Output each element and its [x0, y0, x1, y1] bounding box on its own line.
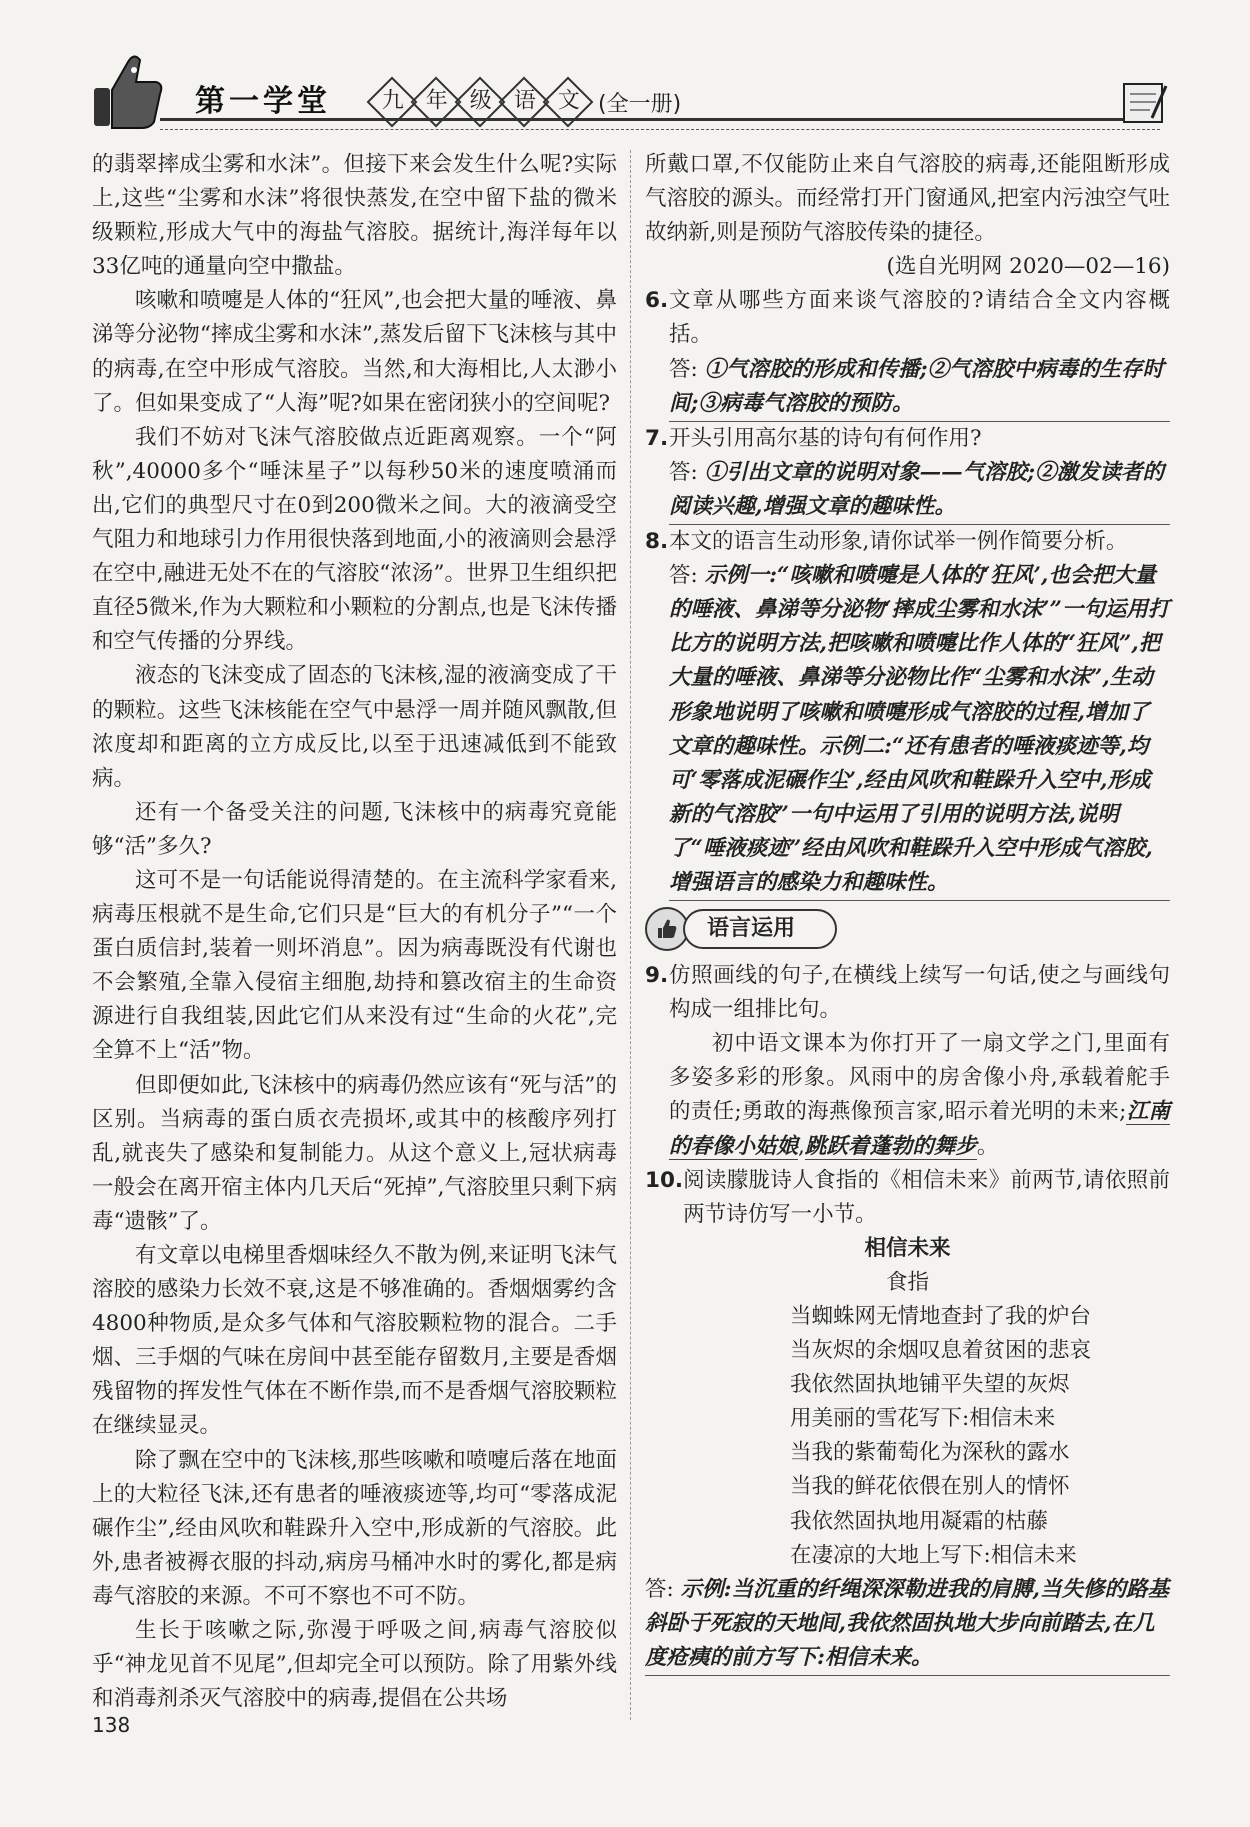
answer-prefix: 答: — [645, 1576, 674, 1602]
poem-line: 我依然固执地用凝霜的枯藤 — [790, 1508, 1049, 1534]
section-header-language-use — [645, 907, 1170, 951]
answer-6 — [645, 353, 1170, 422]
poem-line: 当蜘蛛网无情地查封了我的炉台 — [790, 1304, 1092, 1329]
question-text: 阅读朦胧诗人食指的《相信未来》前两节,请依照前两节诗仿写一小节。 — [683, 1167, 1170, 1227]
passage-text: 初中语文课本为你打开了一扇文学之门,里面有多姿多彩的形象。风雨中的房舍像小舟,承载着舵手的责任;勇敢的海燕像预言家,昭示着光明的未来; — [669, 1031, 1170, 1125]
poem-line: 我依然固执地铺平失望的灰烬 — [790, 1372, 1070, 1398]
paragraph: 有文章以电梯里香烟味经久不散为例,来证明飞沫气溶胶的感染力长效不衰,这是不够准确的。香烟烟雾约含4800种物质,是众多气体和气溶胶颗粒物的混合。二手烟、三手烟的气味在房间中甚至能存留数月,主要是香烟残留物的挥发性气体在不断作祟,而不是香烟气溶胶颗粒在继续显灵。 — [92, 1243, 617, 1439]
volume-label: (全一册) — [598, 91, 682, 117]
poem-author: 食指 — [885, 1269, 929, 1295]
question-10 — [645, 1164, 1170, 1232]
header-rule — [160, 118, 1160, 130]
sentence-end: 。 — [976, 1133, 999, 1159]
column-divider — [630, 150, 631, 1720]
separator: , — [798, 1133, 805, 1159]
paragraph: 咳嗽和喷嚏是人体的“狂风”,也会把大量的唾液、鼻涕等分泌物“摔成尘雾和水沫”,蒸发后留下飞沫核与其中的病毒,在空中形成气溶胶。当然,和大海相比,人太渺小了。但如果变成了“人海”呢?如果在密闭狭小的空间呢? — [92, 288, 617, 416]
question-8 — [645, 525, 1170, 559]
paragraph: 还有一个备受关注的问题,飞沫核中的病毒究竟能够“活”多久? — [92, 799, 617, 859]
answer-text: ①引出文章的说明对象——气溶胶;②激发读者的阅读兴趣,增强文章的趣味性。 — [669, 459, 1165, 519]
answer-text: 示例一:“咳嗽和喷嚏是人体的‘狂风’,也会把大量的唾液、鼻涕等分泌物‘摔成尘雾和水沫’”一句运用打比方的说明方法,把咳嗽和喷嚏比作人体的“狂风”,把大量的唾液、鼻涕等分泌物比作“尘雾和水沫”,生动形象地说明了咳嗽和喷嚏形成气溶胶的过程,增加了文章的趣味性。示例二:“还有患者的唾液痰迹等,均可‘零落成泥碾作尘’,经由风吹和鞋跺升入空中,形成新的气溶胶”一句中运用了引用的说明方法,说明了“唾液痰迹”经由风吹和鞋跺升入空中形成气溶胶,增强语言的感染力和趣味性。 — [669, 563, 1170, 895]
subject-label — [370, 84, 681, 120]
poem-title: 相信未来 — [864, 1235, 951, 1261]
question-number: 8. — [645, 529, 669, 555]
paragraph: 的翡翠摔成尘雾和水沫”。但接下来会发生什么呢?实际上,这些“尘雾和水沫”将很快蒸发,在空中留下盐的微米级颗粒,形成大气中的海盐气溶胶。据统计,海洋每年以33亿吨的通量向空中撒盐。 — [92, 152, 617, 280]
paragraph: 这可不是一句话能说得清楚的。在主流科学家看来,病毒压根就不是生命,它们只是“巨大的有机分子”“一个蛋白质信封,装着一则坏消息”。因为病毒既没有代谢也不会繁殖,全靠入侵宿主细胞,劫持和篡改宿主的生命资源进行自我组装,因此它们从来没有过“生命的火花”,完全算不上“活”物。 — [92, 867, 617, 1064]
source-citation: (选自光明网 2020—02—16) — [886, 254, 1170, 280]
question-9-passage — [645, 1027, 1170, 1163]
poem-line: 在凄凉的大地上写下:相信未来 — [790, 1542, 1077, 1568]
answer-8 — [645, 559, 1170, 901]
grade-char: 文 — [543, 77, 594, 128]
answer-10 — [645, 1573, 1170, 1676]
poem-line: 当灰烬的余烟叹息着贫困的悲哀 — [790, 1338, 1092, 1364]
left-column — [92, 148, 617, 1716]
grade-char: 级 — [455, 77, 506, 128]
notepad-icon — [1118, 78, 1170, 126]
question-text: 开头引用高尔基的诗句有何作用? — [669, 425, 982, 451]
grade-char: 九 — [367, 77, 418, 128]
question-text: 本文的语言生动形象,请你试举一例作简要分析。 — [669, 529, 1128, 555]
question-text: 文章从哪些方面来谈气溶胶的?请结合全文内容概括。 — [669, 288, 1170, 348]
question-7 — [645, 422, 1170, 456]
poem-line: 当我的鲜花依偎在别人的情怀 — [790, 1474, 1070, 1500]
grade-char: 语 — [499, 77, 550, 128]
question-number: 10. — [645, 1167, 684, 1193]
poem-line: 用美丽的雪花写下:相信未来 — [790, 1406, 1056, 1432]
brand-title: 第一学堂 — [195, 84, 331, 119]
question-number: 7. — [645, 425, 669, 451]
answer-prefix: 答: — [669, 356, 698, 382]
fill-blank-2: 跳跃着蓬勃的舞步 — [804, 1133, 977, 1159]
paragraph: 所戴口罩,不仅能防止来自气溶胶的病毒,还能阻断形成气溶胶的源头。而经常打开门窗通风,把室内污浊空气吐故纳新,则是预防气溶胶传染的捷径。 — [645, 152, 1170, 246]
question-number: 6. — [645, 288, 669, 314]
paragraph: 液态的飞沫变成了固态的飞沫核,湿的液滴变成了干的颗粒。这些飞沫核能在空气中悬浮一周并随风飘散,但浓度却和距离的立方成反比,以至于迅速减低到不能致病。 — [92, 663, 617, 791]
grade-char: 年 — [411, 77, 462, 128]
answer-prefix: 答: — [669, 459, 698, 485]
paragraph: 我们不妨对飞沫气溶胶做点近距离观察。一个“阿秋”,40000多个“唾沫星子”以每秒50米的速度喷涌而出,它们的典型尺寸在0到200微米之间。大的液滴受空气阻力和地球引力作用很快落到地面,小的液滴则会悬浮在空中,融进无处不在的气溶胶“浓汤”。世界卫生组织把直径5微米,作为大颗粒和小颗粒的分割点,也是飞沫传播和空气传播的分界线。 — [92, 424, 617, 655]
question-9 — [645, 959, 1170, 1027]
paragraph: 除了飘在空中的飞沫核,那些咳嗽和喷嚏后落在地面上的大粒径飞沫,还有患者的唾液痰迹等,均可“零落成泥碾作尘”,经由风吹和鞋跺升入空中,形成新的气溶胶。此外,患者被褥衣服的抖动,病房马桶冲水时的雾化,都是病毒气溶胶的来源。不可不察也不可不防。 — [92, 1447, 617, 1609]
answer-text: 示例:当沉重的纤绳深深勒进我的肩膊,当失修的路基斜卧于死寂的天地间,我依然固执地大步向前踏去,在几度疮痍的前方写下:相信未来。 — [645, 1576, 1170, 1670]
page-header — [80, 40, 1170, 135]
poem-line: 当我的紫葡萄化为深秋的露水 — [790, 1440, 1070, 1466]
answer-prefix: 答: — [669, 563, 698, 589]
thumbs-up-icon — [88, 48, 166, 132]
right-column — [645, 148, 1170, 1676]
section-title: 语言运用 — [683, 909, 837, 949]
paragraph: 生长于咳嗽之际,弥漫于呼吸之间,病毒气溶胶似乎“神龙见首不见尾”,但却完全可以预防。除了用紫外线和消毒剂杀灭气溶胶中的病毒,提倡在公共场 — [92, 1618, 617, 1712]
paragraph: 但即便如此,飞沫核中的病毒仍然应该有“死与活”的区别。当病毒的蛋白质衣壳损坏,或其中的核酸序列打乱,就丧失了感染和复制能力。从这个意义上,冠状病毒一般会在离开宿主体内几天后“死掉”,气溶胶里只剩下病毒“遗骸”了。 — [92, 1072, 617, 1234]
question-number: 9. — [645, 963, 669, 989]
answer-7 — [645, 456, 1170, 525]
fill-blank-1: 江南的春像小姑娘 — [669, 1099, 1170, 1159]
question-6 — [645, 284, 1170, 352]
page-number: 138 — [92, 1713, 131, 1737]
question-text: 仿照画线的句子,在横线上续写一句话,使之与画线句构成一组排比句。 — [669, 963, 1170, 1023]
answer-text: ①气溶胶的形成和传播;②气溶胶中病毒的生存时间;③病毒气溶胶的预防。 — [669, 356, 1165, 416]
